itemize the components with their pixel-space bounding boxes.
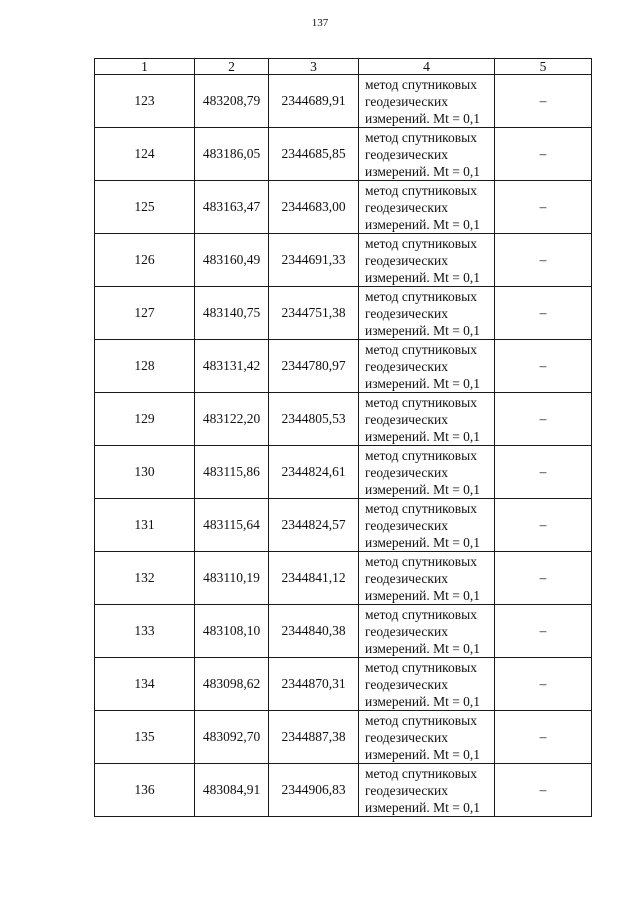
note-cell: – bbox=[495, 711, 592, 764]
note-cell: – bbox=[495, 393, 592, 446]
method-line: измерений. Mt = 0,1 bbox=[365, 746, 481, 762]
method-line: измерений. Mt = 0,1 bbox=[365, 375, 481, 391]
method-cell bbox=[359, 128, 495, 181]
x-coordinate-cell: 483131,42 bbox=[195, 340, 269, 393]
method-line: измерений. Mt = 0,1 bbox=[365, 587, 481, 603]
note-cell: – bbox=[495, 234, 592, 287]
point-number-cell: 133 bbox=[95, 605, 195, 658]
table-body bbox=[95, 75, 592, 817]
x-coordinate-cell: 483108,10 bbox=[195, 605, 269, 658]
table-header-row bbox=[95, 59, 592, 75]
method-line: метод спутниковых bbox=[365, 765, 477, 781]
note-cell: – bbox=[495, 340, 592, 393]
table-row bbox=[95, 234, 592, 287]
y-coordinate-cell: 2344841,12 bbox=[269, 552, 359, 605]
method-line: измерений. Mt = 0,1 bbox=[365, 216, 481, 232]
y-coordinate-cell: 2344780,97 bbox=[269, 340, 359, 393]
method-cell bbox=[359, 499, 495, 552]
method-cell bbox=[359, 340, 495, 393]
table-row bbox=[95, 605, 592, 658]
y-coordinate-cell: 2344824,57 bbox=[269, 499, 359, 552]
x-coordinate-cell: 483084,91 bbox=[195, 764, 269, 817]
note-cell: – bbox=[495, 75, 592, 128]
point-number-cell: 130 bbox=[95, 446, 195, 499]
y-coordinate-cell: 2344906,83 bbox=[269, 764, 359, 817]
method-cell bbox=[359, 605, 495, 658]
note-cell: – bbox=[495, 605, 592, 658]
method-line: измерений. Mt = 0,1 bbox=[365, 428, 481, 444]
table-row bbox=[95, 446, 592, 499]
point-number-cell: 136 bbox=[95, 764, 195, 817]
table-row bbox=[95, 181, 592, 234]
point-number-cell: 129 bbox=[95, 393, 195, 446]
method-line: метод спутниковых bbox=[365, 500, 477, 516]
y-coordinate-cell: 2344689,91 bbox=[269, 75, 359, 128]
note-cell: – bbox=[495, 658, 592, 711]
method-line: геодезических bbox=[365, 252, 448, 268]
column-header: 4 bbox=[359, 59, 495, 75]
page-number: 137 bbox=[311, 17, 329, 29]
method-line: измерений. Mt = 0,1 bbox=[365, 640, 481, 656]
point-number-cell: 135 bbox=[95, 711, 195, 764]
x-coordinate-cell: 483098,62 bbox=[195, 658, 269, 711]
point-number-cell: 131 bbox=[95, 499, 195, 552]
point-number-cell: 126 bbox=[95, 234, 195, 287]
method-cell bbox=[359, 711, 495, 764]
method-line: метод спутниковых bbox=[365, 447, 477, 463]
y-coordinate-cell: 2344887,38 bbox=[269, 711, 359, 764]
x-coordinate-cell: 483122,20 bbox=[195, 393, 269, 446]
method-line: геодезических bbox=[365, 782, 448, 798]
point-number-cell: 128 bbox=[95, 340, 195, 393]
method-cell bbox=[359, 764, 495, 817]
method-line: геодезических bbox=[365, 199, 448, 215]
method-cell bbox=[359, 75, 495, 128]
method-line: геодезических bbox=[365, 411, 448, 427]
method-line: измерений. Mt = 0,1 bbox=[365, 163, 481, 179]
method-cell bbox=[359, 446, 495, 499]
column-header: 3 bbox=[269, 59, 359, 75]
method-line: геодезических bbox=[365, 676, 448, 692]
table-row bbox=[95, 658, 592, 711]
note-cell: – bbox=[495, 764, 592, 817]
method-line: измерений. Mt = 0,1 bbox=[365, 534, 481, 550]
x-coordinate-cell: 483160,49 bbox=[195, 234, 269, 287]
y-coordinate-cell: 2344685,85 bbox=[269, 128, 359, 181]
x-coordinate-cell: 483140,75 bbox=[195, 287, 269, 340]
table-row bbox=[95, 499, 592, 552]
table-row bbox=[95, 75, 592, 128]
method-line: геодезических bbox=[365, 358, 448, 374]
note-cell: – bbox=[495, 499, 592, 552]
table-row bbox=[95, 764, 592, 817]
point-number-cell: 134 bbox=[95, 658, 195, 711]
method-line: геодезических bbox=[365, 517, 448, 533]
point-number-cell: 125 bbox=[95, 181, 195, 234]
x-coordinate-cell: 483110,19 bbox=[195, 552, 269, 605]
point-number-cell: 127 bbox=[95, 287, 195, 340]
note-cell: – bbox=[495, 181, 592, 234]
x-coordinate-cell: 483115,64 bbox=[195, 499, 269, 552]
y-coordinate-cell: 2344840,38 bbox=[269, 605, 359, 658]
note-cell: – bbox=[495, 287, 592, 340]
method-line: геодезических bbox=[365, 146, 448, 162]
point-number-cell: 132 bbox=[95, 552, 195, 605]
column-header: 5 bbox=[495, 59, 592, 75]
table-row bbox=[95, 128, 592, 181]
table-row bbox=[95, 393, 592, 446]
method-line: метод спутниковых bbox=[365, 235, 477, 251]
method-line: измерений. Mt = 0,1 bbox=[365, 322, 481, 338]
method-cell bbox=[359, 287, 495, 340]
method-line: метод спутниковых bbox=[365, 341, 477, 357]
y-coordinate-cell: 2344751,38 bbox=[269, 287, 359, 340]
table-row bbox=[95, 287, 592, 340]
point-number-cell: 124 bbox=[95, 128, 195, 181]
method-cell bbox=[359, 658, 495, 711]
method-line: метод спутниковых bbox=[365, 76, 477, 92]
method-cell bbox=[359, 552, 495, 605]
x-coordinate-cell: 483115,86 bbox=[195, 446, 269, 499]
coordinates-table bbox=[94, 58, 592, 817]
method-line: метод спутниковых bbox=[365, 129, 477, 145]
column-header: 2 bbox=[195, 59, 269, 75]
method-line: геодезических bbox=[365, 93, 448, 109]
x-coordinate-cell: 483208,79 bbox=[195, 75, 269, 128]
table-row bbox=[95, 711, 592, 764]
method-line: геодезических bbox=[365, 570, 448, 586]
y-coordinate-cell: 2344683,00 bbox=[269, 181, 359, 234]
method-line: геодезических bbox=[365, 464, 448, 480]
method-line: измерений. Mt = 0,1 bbox=[365, 110, 481, 126]
method-line: измерений. Mt = 0,1 bbox=[365, 799, 481, 815]
point-number-cell: 123 bbox=[95, 75, 195, 128]
method-line: геодезических bbox=[365, 305, 448, 321]
method-line: геодезических bbox=[365, 729, 448, 745]
y-coordinate-cell: 2344824,61 bbox=[269, 446, 359, 499]
method-line: метод спутниковых bbox=[365, 182, 477, 198]
table-row bbox=[95, 340, 592, 393]
method-line: метод спутниковых bbox=[365, 606, 477, 622]
note-cell: – bbox=[495, 446, 592, 499]
x-coordinate-cell: 483163,47 bbox=[195, 181, 269, 234]
method-line: метод спутниковых bbox=[365, 288, 477, 304]
method-cell bbox=[359, 181, 495, 234]
method-line: метод спутниковых bbox=[365, 553, 477, 569]
method-cell bbox=[359, 393, 495, 446]
table-row bbox=[95, 552, 592, 605]
y-coordinate-cell: 2344691,33 bbox=[269, 234, 359, 287]
method-line: измерений. Mt = 0,1 bbox=[365, 269, 481, 285]
method-line: метод спутниковых bbox=[365, 659, 477, 675]
note-cell: – bbox=[495, 128, 592, 181]
method-line: геодезических bbox=[365, 623, 448, 639]
method-cell bbox=[359, 234, 495, 287]
method-line: измерений. Mt = 0,1 bbox=[365, 693, 481, 709]
y-coordinate-cell: 2344870,31 bbox=[269, 658, 359, 711]
column-header: 1 bbox=[95, 59, 195, 75]
method-line: измерений. Mt = 0,1 bbox=[365, 481, 481, 497]
note-cell: – bbox=[495, 552, 592, 605]
x-coordinate-cell: 483186,05 bbox=[195, 128, 269, 181]
x-coordinate-cell: 483092,70 bbox=[195, 711, 269, 764]
method-line: метод спутниковых bbox=[365, 712, 477, 728]
method-line: метод спутниковых bbox=[365, 394, 477, 410]
y-coordinate-cell: 2344805,53 bbox=[269, 393, 359, 446]
